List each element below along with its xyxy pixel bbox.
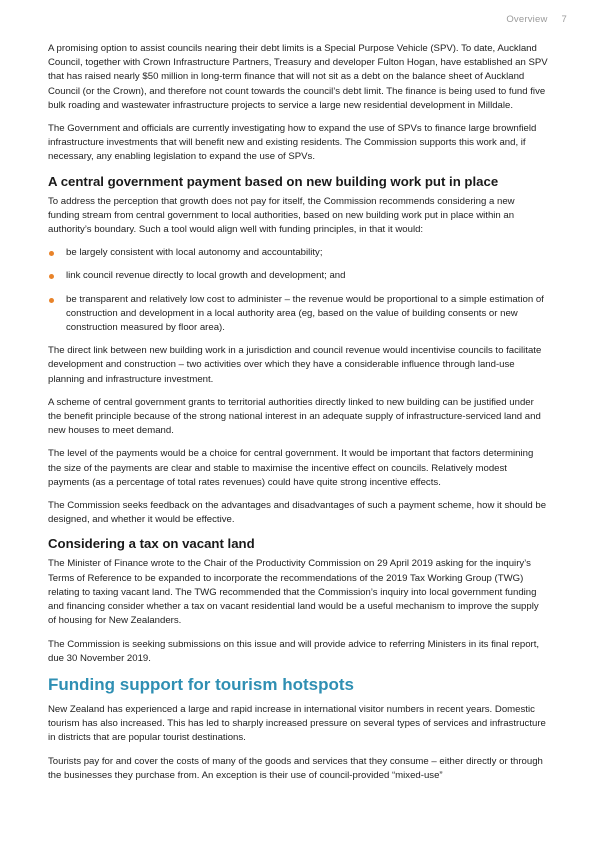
list-item: link council revenue directly to local growth and development; and (48, 269, 548, 283)
paragraph-payment-lead: To address the perception that growth does not pay for itself, the Commission recommends considering a new funding stream from central government to local authorities, based on new building work put in place within an authority’s boundary. Such a tool would align well with funding principles, in that it would: (48, 195, 515, 236)
paragraph-seeks-feedback: The Commission seeks feedback on the advantages and disadvantages of such a payment scheme, how it should be designed, and whether it would be effective. (48, 500, 547, 526)
heading-central-government-payment: A central government payment based on new building work put in place (48, 173, 499, 189)
paragraph-minister-letter: The Minister of Finance wrote to the Chair of the Productivity Commission on 29 April 2019 asking for the inquiry’s Terms of Reference to be expanded to incorporate the recommendations of the 2019 Tax Working Group (TWG) relating to taxing vacant land. The TWG recommended that the Commission’s inquiry into local government funding and financing consider whether a tax on vacant residential land would be a useful mechanism to improve the supply of housing for New Zealanders. (48, 558, 539, 627)
paragraph-benefit-principle: A scheme of central government grants to territorial authorities directly linked to new building can be justified under the benefit principle because of the strong national interest in an adequate supply of infrastructure-serviced land and new houses to meet demand. (48, 396, 541, 437)
heading-vacant-land-tax: Considering a tax on vacant land (48, 536, 255, 552)
heading-tourism-hotspots: Funding support for tourism hotspots (48, 674, 354, 694)
list-item: be transparent and relatively low cost to administer – the revenue would be proportional to a simple estimation of construction and development in a local authority area (eg, based on the value of building consents or new construction measured by floor area). (48, 293, 548, 336)
bullet-dot-icon (49, 274, 54, 279)
paragraph-spv-expansion: The Government and officials are currently investigating how to expand the use of SPVs to finance large brownfield infrastructure investments that will benefit new and existing residents. The Commission supports this work and, if necessary, any enabling legislation to expand the use of SPVs. (48, 123, 537, 163)
bullet-dot-icon (49, 251, 54, 256)
paragraph-seeking-submissions: The Commission is seeking submissions on this issue and will provide advice to referring Ministers in its final report, due 30 November 2019. (48, 638, 540, 664)
page-number: 7 (561, 14, 567, 25)
paragraph-payment-level: The level of the payments would be a choice for central government. It would be important that factors determining the size of the payments are clear and stable to maximise the incentive effect on councils. Relatively modest payments (as a percentage of total rates revenues) could have quite strong incentive effects. (48, 448, 534, 488)
paragraph-tourist-costs: Tourists pay for and cover the costs of many of the goods and services that they consume – either directly or through the businesses they purchase from. An exception is their use of council-provided “mixed-use” (48, 755, 543, 781)
paragraph-visitor-increase: New Zealand has experienced a large and rapid increase in international visitor numbers in recent years. Domestic tourism has also increased. This has led to sharply increased pressure on several types of services and infrastructure in districts that are popular tourist destinations. (48, 703, 546, 744)
bullet-list-funding-principles (48, 246, 548, 335)
bullet-dot-icon (49, 298, 54, 303)
header-section-title: Overview (506, 14, 548, 25)
running-header (506, 14, 567, 25)
page-body (48, 42, 548, 792)
paragraph-direct-link: The direct link between new building work in a jurisdiction and council revenue would incentivise councils to facilitate development and construction – two activities over which they have a considerable influence through land-use planning and infrastructure investment. (48, 345, 542, 385)
paragraph-spv-intro: A promising option to assist councils nearing their debt limits is a Special Purpose Vehicle (SPV). To date, Auckland Council, together with Crown Infrastructure Partners, Treasury and developer Fulton Hogan, have established an SPV that has raised nearly $50 million in long-term finance that will not sit as a debt on the balance sheet of Auckland Council (or the Crown), and therefore not count towards the council’s debt limit. The finance is being used to fund five bulk roading and wastewater infrastructure projects to service a large new residential development in Milldale. (48, 43, 548, 111)
list-item: be largely consistent with local autonomy and accountability; (48, 246, 548, 260)
